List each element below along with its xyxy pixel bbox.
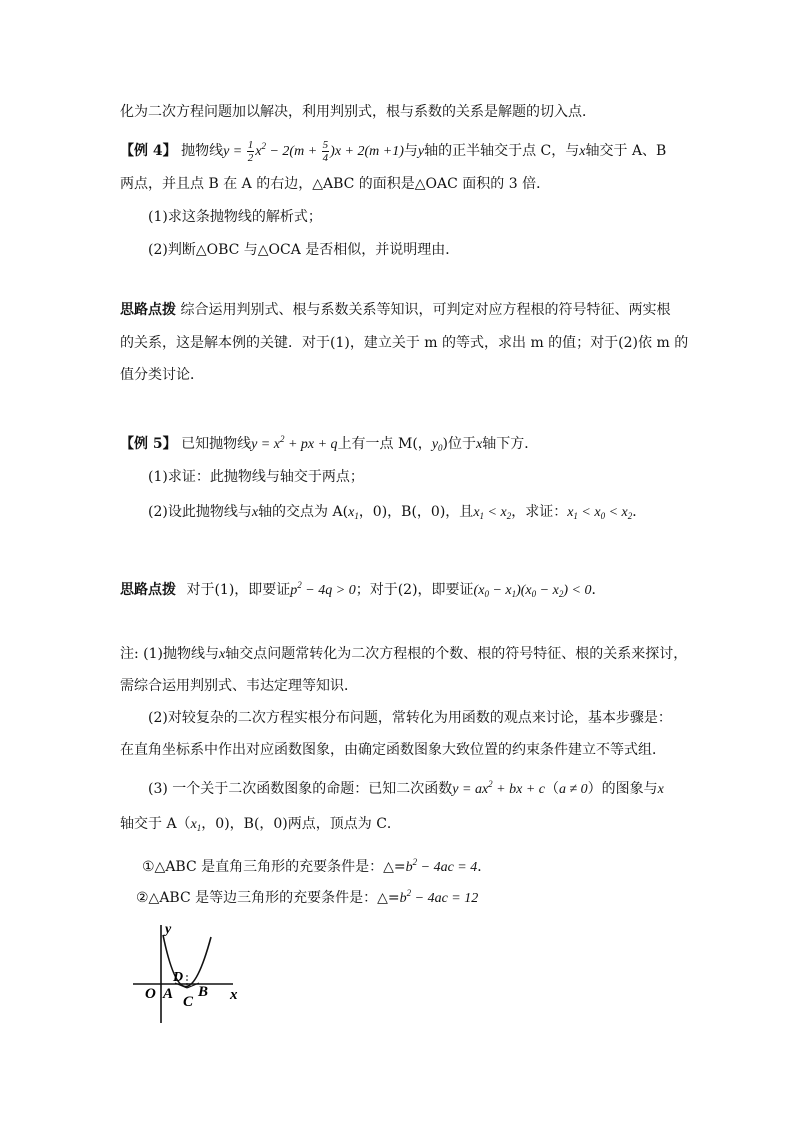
note-line-1: 注: (1)抛物线与x轴交点问题常转化为二次方程根的个数、根的符号特征、根的关系来探讨，	[120, 646, 688, 662]
example-5-question-2: (2)设此抛物线与x轴的交点为 $A(x_1$，0)，B(，0)，且$x_1 < x_2$，求证：$x_1 < x_0 < x_2$．	[148, 504, 647, 521]
label-o: O	[145, 986, 156, 1002]
hint-5-line: 思路点拨 对于(1)，即要证$p^2 - 4q > 0$；对于(2)，即要证$(x_0 - x_1)(x_0 - x_2) < 0$．	[120, 580, 606, 599]
paragraph-intro: 化为二次方程问题加以解决，利用判别式，根与系数的关系是解题的切入点．	[120, 104, 596, 120]
example-4-line-2: 两点，并且点 B 在 A 的右边，△ABC 的面积是△OAC 面积的 3 倍．	[120, 176, 551, 192]
label-a: A	[163, 986, 174, 1002]
fraction-five-fourths: $\frac{5}{4}$	[322, 138, 329, 164]
label-y: y	[165, 922, 172, 937]
label-c: C	[183, 994, 194, 1010]
hint-4-line-2: 的关系，这是解本例的关键．对于(1)，建立关于 m 的等式，求出 m 的值；对于(2)依 m 的	[120, 335, 689, 351]
label-b: B	[198, 984, 209, 1000]
example-4-statement: 【例 4】 抛物线y = $\frac{1}{2}$ $x^2 - 2(m$ + $\frac{5}{4}$ )x + 2(m +1)与y轴的正半轴交于点 C，与x轴交于 A、B	[120, 138, 667, 164]
example-5-question-1: (1)求证：此抛物线与轴交于两点；	[148, 469, 364, 485]
example-4-question-1: (1)求这条抛物线的解析式；	[148, 209, 322, 225]
note-line-4: 在直角坐标系中作出对应函数图象，由确定函数图象大致位置的约束条件建立不等式组．	[120, 742, 666, 758]
condition-right-triangle: ①△ABC 是直角三角形的充要条件是：$\triangle=b^2 - 4ac = 4$．	[142, 857, 492, 875]
parabola-curve	[163, 935, 211, 987]
label-d: D	[173, 970, 184, 985]
hint-4-label: 思路点拨	[120, 302, 176, 318]
fraction-half: $\frac{1}{2}$	[247, 138, 254, 164]
example-5-label: 【例 5】	[120, 436, 177, 452]
condition-equilateral-triangle: ②△ABC 是等边三角形的充要条件是：$\triangle=b^2 - 4ac = 12$	[136, 888, 479, 906]
hint-4-line-1: 思路点拨 综合运用判别式、根与系数关系等知识，可判定对应方程根的符号特征、两实根	[120, 302, 671, 318]
label-x: x	[230, 987, 238, 1003]
note-line-2: 需综合运用判别式、韦达定理等知识．	[120, 678, 358, 694]
note-line-3: (2)对较复杂的二次方程实根分布问题，常转化为用函数的观点来讨论，基本步骤是：	[148, 710, 672, 726]
hint-5-label: 思路点拨	[120, 582, 176, 598]
example-4-question-2: (2)判断△OBC 与△OCA 是否相似，并说明理由．	[148, 242, 460, 258]
hint-4-line-3: 值分类讨论．	[120, 367, 204, 383]
note-line-6: 轴交于 $A(x_1$，0)，B(，0)两点，顶点为 C．	[120, 816, 401, 833]
parabola-graph	[125, 915, 265, 1027]
example-4-label: 【例 4】	[120, 143, 177, 159]
example-5-statement: 【例 5】 已知抛物线$y = x^2$ + px + q上有一点 M(，$y_0$)位于x轴下方．	[120, 434, 539, 453]
note-line-5: (3) 一个关于二次函数图象的命题：已知二次函数$y = ax^2$ + bx + c（a ≠ 0）的图象与x	[148, 779, 664, 797]
